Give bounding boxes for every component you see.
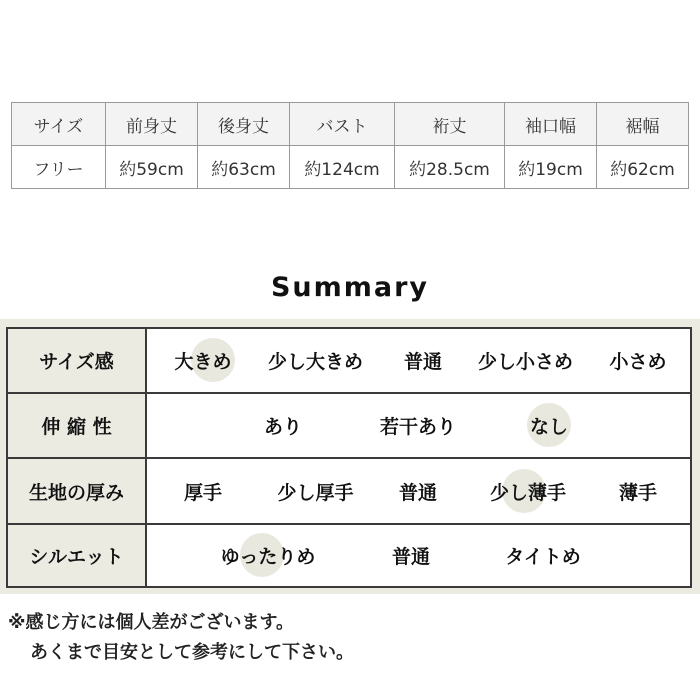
summary-option: 普通 <box>391 546 430 568</box>
size-table-header-cell: 裄丈 <box>395 103 505 146</box>
disclaimer-line-2: あくまで目安として参考にして下さい。 <box>30 642 354 663</box>
size-table-value-cell: 約62cm <box>597 146 689 189</box>
summary-option: なし <box>529 416 568 438</box>
summary-row-size <box>8 329 690 394</box>
summary-row-label: シルエット <box>8 525 147 586</box>
summary-option: 少し厚手 <box>277 481 354 504</box>
summary-option: 小さめ <box>609 351 667 373</box>
size-table-value-cell: 約19cm <box>505 146 597 189</box>
summary-table <box>6 327 692 588</box>
summary-option: ゆったりめ <box>220 546 316 568</box>
summary-row-label: 生地の厚み <box>8 459 147 523</box>
size-table-value-cell: 約63cm <box>198 146 290 189</box>
summary-row-label: 伸 縮 性 <box>8 394 147 457</box>
size-table-header-cell: 前身丈 <box>106 103 198 146</box>
size-table-value-row <box>12 146 689 189</box>
summary-row-silhouette <box>8 525 690 586</box>
disclaimer-line-1: ※感じ方には個人差がございます。 <box>8 612 295 633</box>
size-table-header-cell: 後身丈 <box>198 103 290 146</box>
size-table-header-cell: バスト <box>290 103 395 146</box>
summary-option: 少し小さめ <box>477 351 573 373</box>
size-table-value-cell: 約59cm <box>106 146 198 189</box>
summary-row-stretch <box>8 394 690 459</box>
summary-option: 少し薄手 <box>489 481 566 504</box>
summary-row-thickness <box>8 459 690 525</box>
summary-option: 薄手 <box>618 481 657 504</box>
summary-option: 普通 <box>398 481 437 504</box>
summary-option: 大きめ <box>174 351 232 373</box>
size-table-value-cell: 約28.5cm <box>395 146 505 189</box>
summary-option: 少し大きめ <box>267 351 363 373</box>
size-table-header-row <box>12 103 689 146</box>
summary-option: 若干あり <box>379 416 456 438</box>
size-table <box>11 102 689 189</box>
size-table-header-cell: サイズ <box>12 103 106 146</box>
summary-option: タイトめ <box>505 546 581 568</box>
summary-option: 普通 <box>403 351 442 373</box>
summary-row-label: サイズ感 <box>8 329 147 392</box>
size-table-header-cell: 裾幅 <box>597 103 689 146</box>
summary-option: 厚手 <box>183 481 222 504</box>
size-table-value-cell: フリー <box>12 146 106 189</box>
size-table-header-cell: 袖口幅 <box>505 103 597 146</box>
summary-option: あり <box>263 416 302 438</box>
size-table-value-cell: 約124cm <box>290 146 395 189</box>
summary-title: Summary <box>270 272 430 303</box>
